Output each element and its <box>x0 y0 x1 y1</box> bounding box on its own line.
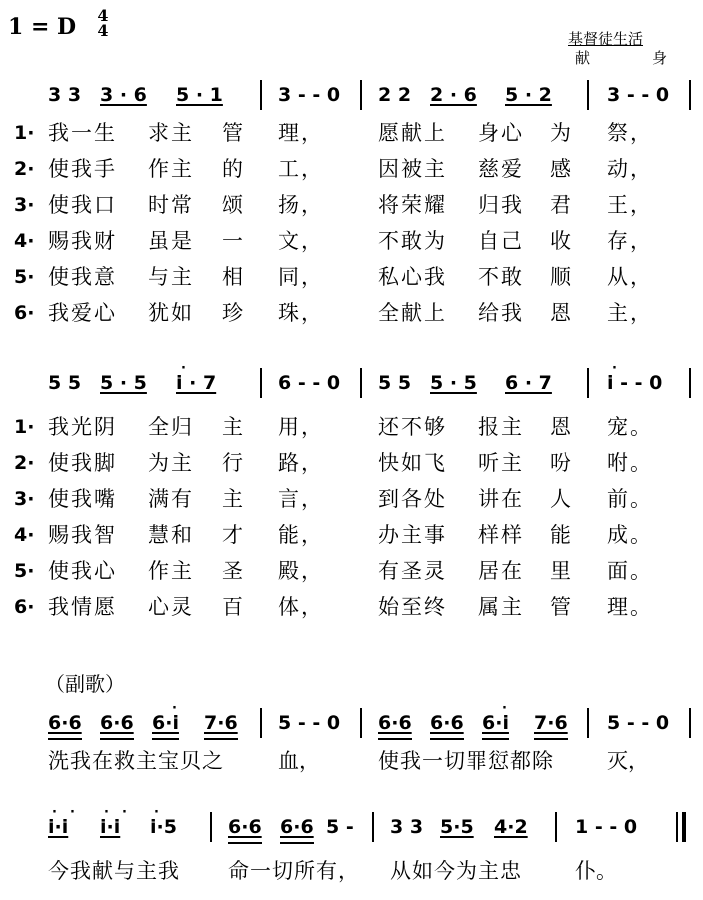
lyric: 我一生 <box>48 121 117 145</box>
note-group: 5 - - 0 <box>278 712 341 734</box>
lyric: 使我心 <box>48 559 117 583</box>
note-group: 3 - - 0 <box>607 84 670 106</box>
lyric: 人 <box>550 487 573 511</box>
lyric: 能， <box>278 523 324 547</box>
lyric: 赐我智 <box>48 523 117 547</box>
verse-row <box>0 190 703 220</box>
time-signature <box>96 8 110 38</box>
note-group: 5 - - 0 <box>607 712 670 734</box>
chorus-label: （副歌） <box>45 672 125 696</box>
note-group: 6·6 <box>100 708 134 740</box>
verse-row <box>0 556 703 586</box>
lyric: 同， <box>278 265 324 289</box>
lyric: 从， <box>607 265 653 289</box>
verse-row <box>0 262 703 292</box>
high-octave-dot: · <box>70 805 75 820</box>
lyric: 仆。 <box>575 859 617 883</box>
lyric: 使我口 <box>48 193 117 217</box>
final-bar-thin <box>676 812 678 842</box>
lyric: 使我嘴 <box>48 487 117 511</box>
lyric: 一 <box>222 229 245 253</box>
high-octave-dot: · <box>154 805 159 820</box>
lyric: 我情愿 <box>48 595 117 619</box>
key-signature: 1 = D <box>8 14 77 40</box>
notation-line-2 <box>0 368 703 398</box>
note-group: 5 5 <box>48 372 82 394</box>
lyric: 始至终 <box>378 595 447 619</box>
lyric: 相 <box>222 265 245 289</box>
bar-line <box>689 80 691 110</box>
lyric: 感 <box>550 157 573 181</box>
note-group: 3 3 <box>390 816 424 838</box>
lyric: 不敢 <box>478 265 524 289</box>
verse-row <box>0 592 703 622</box>
lyric: 里 <box>550 559 573 583</box>
lyric: 犹如 <box>148 301 194 325</box>
lyric: 的 <box>222 157 245 181</box>
verse-number: 2· <box>14 452 35 474</box>
lyric: 全归 <box>148 415 194 439</box>
verse-number: 6· <box>14 302 35 324</box>
lyric: 行 <box>222 451 245 475</box>
note-group: 3 3 <box>48 84 82 106</box>
verse-row <box>0 298 703 328</box>
high-octave-dot: · <box>612 361 617 376</box>
verse-row <box>0 154 703 184</box>
note-group: 2 2 <box>378 84 412 106</box>
lyric: 命一切所有， <box>228 859 360 883</box>
bar-line <box>587 80 589 110</box>
bar-line <box>210 812 212 842</box>
verse-number: 5· <box>14 266 35 288</box>
note-group: 6 · 7 <box>505 372 552 394</box>
chorus-lyrics-2 <box>0 856 703 886</box>
lyric: 珍 <box>222 301 245 325</box>
lyric: 能 <box>550 523 573 547</box>
lyric: 颂 <box>222 193 245 217</box>
notation-line-1 <box>0 80 703 110</box>
final-bar-thick <box>682 812 686 842</box>
lyric: 使我意 <box>48 265 117 289</box>
lyric: 作主 <box>148 559 194 583</box>
note-group: 3 · 6 <box>100 84 147 106</box>
verse-number: 3· <box>14 194 35 216</box>
bar-line <box>587 368 589 398</box>
lyric: 全献上 <box>378 301 447 325</box>
verse-row <box>0 118 703 148</box>
lyric: 属主 <box>478 595 524 619</box>
note-group: 6 - - 0 <box>278 372 341 394</box>
lyric: 时常 <box>148 193 194 217</box>
lyric: 我光阴 <box>48 415 117 439</box>
lyric: 宠。 <box>607 415 653 439</box>
lyric: 殿， <box>278 559 324 583</box>
note-group: i - - 0 <box>607 372 663 394</box>
lyric: 愿献上 <box>378 121 447 145</box>
lyric: 给我 <box>478 301 524 325</box>
note-group: 5 · 5 <box>430 372 477 394</box>
lyric: 使我脚 <box>48 451 117 475</box>
bar-line <box>689 708 691 738</box>
lyric: 动， <box>607 157 653 181</box>
bar-line <box>555 812 557 842</box>
note-group: 6·6 <box>280 812 314 844</box>
lyric: 样样 <box>478 523 524 547</box>
verse-number: 6· <box>14 596 35 618</box>
lyric: 因被主 <box>378 157 447 181</box>
lyric: 快如飞 <box>378 451 447 475</box>
verse-number: 4· <box>14 524 35 546</box>
verse-number: 3· <box>14 488 35 510</box>
high-octave-dot: · <box>502 701 507 716</box>
note-group: 3 - - 0 <box>278 84 341 106</box>
lyric: 文， <box>278 229 324 253</box>
time-signature-bottom: 4 <box>97 21 109 40</box>
bar-line <box>360 708 362 738</box>
lyric: 慧和 <box>148 523 194 547</box>
bar-line <box>372 812 374 842</box>
note-group: 6·6 <box>378 708 412 740</box>
time-signature-top: 4 <box>97 6 109 25</box>
lyric: 君 <box>550 193 573 217</box>
lyric: 还不够 <box>378 415 447 439</box>
bar-line <box>360 368 362 398</box>
lyric: 求主 <box>148 121 194 145</box>
lyric: 我爱心 <box>48 301 117 325</box>
lyric: 归我 <box>478 193 524 217</box>
lyric: 管 <box>222 121 245 145</box>
high-octave-dot: · <box>172 701 177 716</box>
lyric: 与主 <box>148 265 194 289</box>
lyric: 百 <box>222 595 245 619</box>
note-group: 6·6 <box>228 812 262 844</box>
lyric: 满有 <box>148 487 194 511</box>
lyric: 赐我财 <box>48 229 117 253</box>
note-group: 6·6 <box>430 708 464 740</box>
lyric: 言， <box>278 487 324 511</box>
lyric: 扬， <box>278 193 324 217</box>
verse-number: 4· <box>14 230 35 252</box>
verse-number: 1· <box>14 416 35 438</box>
song-title-char-1: 献 <box>575 49 591 67</box>
lyric: 恩 <box>550 301 573 325</box>
note-group: 7·6 <box>204 708 238 740</box>
note-group: i·5 <box>150 816 177 838</box>
note-group: 6·6 <box>48 708 82 740</box>
lyric: 身心 <box>478 121 524 145</box>
lyric: 灭， <box>607 749 649 773</box>
lyric: 路， <box>278 451 324 475</box>
note-group: 5·5 <box>440 816 474 838</box>
note-group: 7·6 <box>534 708 568 740</box>
lyric: 恩 <box>550 415 573 439</box>
lyric: 工， <box>278 157 324 181</box>
lyric: 洗我在救主宝贝之 <box>48 749 224 773</box>
note-group: 5 · 1 <box>176 84 223 106</box>
lyric: 不敢为 <box>378 229 447 253</box>
source-title: 基督徒生活 <box>568 30 644 48</box>
lyric: 用， <box>278 415 324 439</box>
bar-line <box>260 368 262 398</box>
note-group: i · 7 <box>176 372 217 394</box>
lyric: 报主 <box>478 415 524 439</box>
verse-row <box>0 520 703 550</box>
lyric: 存， <box>607 229 653 253</box>
high-octave-dot: · <box>52 805 57 820</box>
lyric: 管 <box>550 595 573 619</box>
verse-row <box>0 484 703 514</box>
note-group: 5 5 <box>378 372 412 394</box>
lyric: 有圣灵 <box>378 559 447 583</box>
lyric: 体， <box>278 595 324 619</box>
lyric: 使我一切罪愆都除 <box>378 749 554 773</box>
note-group: i·i <box>100 816 121 838</box>
lyric: 将荣耀 <box>378 193 447 217</box>
bar-line <box>360 80 362 110</box>
lyric: 作主 <box>148 157 194 181</box>
lyric: 咐。 <box>607 451 653 475</box>
note-group: 6·i <box>152 708 179 740</box>
verse-number: 2· <box>14 158 35 180</box>
lyric: 从如今为主忠 <box>390 859 522 883</box>
lyric: 听主 <box>478 451 524 475</box>
high-octave-dot: · <box>104 805 109 820</box>
lyric: 慈爱 <box>478 157 524 181</box>
song-title <box>575 47 667 68</box>
lyric: 居在 <box>478 559 524 583</box>
lyric: 讲在 <box>478 487 524 511</box>
note-group: 6·i <box>482 708 509 740</box>
note-group: 1 - - 0 <box>575 816 638 838</box>
verse-row <box>0 412 703 442</box>
bar-line <box>260 80 262 110</box>
note-group: 2 · 6 <box>430 84 477 106</box>
lyric: 今我献与主我 <box>48 859 180 883</box>
song-title-char-2: 身 <box>651 49 667 67</box>
lyric: 成。 <box>607 523 653 547</box>
bar-line <box>587 708 589 738</box>
note-group: 5 · 5 <box>100 372 147 394</box>
lyric: 为 <box>550 121 573 145</box>
note-group: 5 · 2 <box>505 84 552 106</box>
lyric: 圣 <box>222 559 245 583</box>
lyric: 理。 <box>607 595 653 619</box>
verse-row <box>0 448 703 478</box>
lyric: 到各处 <box>378 487 447 511</box>
lyric: 心灵 <box>148 595 194 619</box>
lyric: 私心我 <box>378 265 447 289</box>
lyric: 面。 <box>607 559 653 583</box>
lyric: 虽是 <box>148 229 194 253</box>
note-group: i·i <box>48 816 69 838</box>
verse-row <box>0 226 703 256</box>
lyric: 前。 <box>607 487 653 511</box>
lyric: 自己 <box>478 229 524 253</box>
chorus-notation-1 <box>0 708 703 738</box>
high-octave-dot: · <box>181 361 186 376</box>
lyric: 理， <box>278 121 324 145</box>
lyric: 主 <box>222 487 245 511</box>
lyric: 主 <box>222 415 245 439</box>
lyric: 为主 <box>148 451 194 475</box>
lyric: 珠， <box>278 301 324 325</box>
verse-number: 1· <box>14 122 35 144</box>
lyric: 才 <box>222 523 245 547</box>
bar-line <box>689 368 691 398</box>
chorus-lyrics-1 <box>0 746 703 776</box>
high-octave-dot: · <box>122 805 127 820</box>
lyric: 使我手 <box>48 157 117 181</box>
lyric: 办主事 <box>378 523 447 547</box>
lyric: 王， <box>607 193 653 217</box>
lyric: 收 <box>550 229 573 253</box>
note-group: 5 - <box>326 816 354 838</box>
bar-line <box>260 708 262 738</box>
lyric: 顺 <box>550 265 573 289</box>
verse-number: 5· <box>14 560 35 582</box>
lyric: 血， <box>278 749 320 773</box>
lyric: 主， <box>607 301 653 325</box>
note-group: 4·2 <box>494 816 528 838</box>
lyric: 吩 <box>550 451 573 475</box>
lyric: 祭， <box>607 121 653 145</box>
